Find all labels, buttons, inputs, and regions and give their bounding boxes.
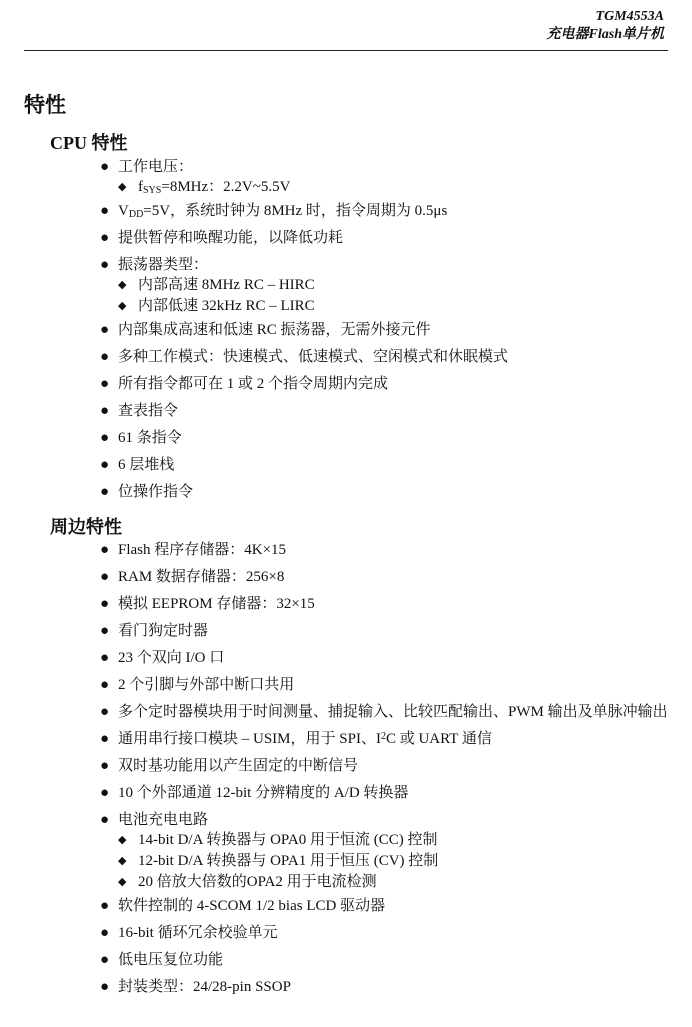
bullet-icon: ●: [100, 623, 110, 639]
list-item: ● 10 个外部通道 12-bit 分辨精度的 A/D 转换器: [100, 785, 409, 801]
sub-list-item: ◆ 14-bit D/A 转换器与 OPA0 用于恒流 (CC) 控制: [100, 830, 672, 851]
list-item: ● 双时基功能用以产生固定的中断信号: [100, 758, 359, 774]
bullet-icon: ●: [100, 484, 110, 500]
chip-description: 充电器Flash单片机: [546, 27, 664, 42]
peripheral-heading: 周边特性: [50, 517, 122, 537]
page-header: [547, 8, 664, 44]
bullet-icon: ●: [100, 322, 110, 338]
bullet-icon: ●: [100, 704, 110, 720]
chip-model: TGM4553A: [595, 9, 664, 24]
sub-list-item: ◆ $f_{SYS}=8MHz$：2.2V~5.5V: [118, 179, 291, 196]
bullet-icon: ●: [100, 650, 110, 666]
bullet-icon: ●: [100, 952, 110, 968]
bullet-icon: ●: [100, 159, 110, 175]
list-item: ● 提供暂停和唤醒功能，以降低功耗: [100, 230, 344, 246]
page-title: 特性: [24, 93, 66, 117]
list-item: ● 23 个双向 I/O 口: [100, 650, 225, 666]
list-item: ● 16-bit 循环冗余校验单元: [100, 925, 278, 941]
bullet-icon: ●: [100, 203, 110, 219]
bullet-icon: ●: [100, 457, 110, 473]
bullet-icon: ●: [100, 376, 110, 392]
bullet-icon: ●: [100, 596, 110, 612]
diamond-bullet-icon: ◆: [118, 300, 127, 312]
peripheral-feature-list: [100, 541, 672, 997]
list-item: ● 模拟 EEPROM 存储器：32×15: [100, 596, 315, 612]
bullet-icon: ●: [100, 677, 110, 693]
header-rule: [24, 50, 668, 51]
list-item: ● RAM 数据存储器：256×8: [100, 569, 285, 585]
bullet-icon: ●: [100, 349, 110, 365]
list-item: ● 61 条指令: [100, 430, 182, 446]
list-item: ● 振荡器类型：: [100, 257, 209, 273]
list-item: ● 内部集成高速和低速 RC 振荡器，无需外接元件: [100, 322, 431, 338]
sub-list-item: ◆ 内部高速 8MHz RC – HIRC: [100, 275, 672, 296]
list-item: ● 多种工作模式：快速模式、低速模式、空闲模式和休眠模式: [100, 349, 509, 365]
bullet-icon: ●: [100, 785, 110, 801]
diamond-bullet-icon: ◆: [118, 181, 127, 193]
list-item: ● Flash 程序存储器：4K×15: [100, 542, 287, 558]
bullet-icon: ●: [100, 542, 110, 558]
sub-list-item: ◆ 20 倍放大倍数的OPA2 用于电流检测: [100, 872, 672, 893]
diamond-bullet-icon: ◆: [118, 279, 127, 291]
list-item: ● 软件控制的 4-SCOM 1/2 bias LCD 驱动器: [100, 898, 386, 914]
bullet-icon: ●: [100, 758, 110, 774]
list-item: ● 6 层堆栈: [100, 457, 175, 473]
cpu-heading: CPU 特性: [50, 133, 128, 153]
list-item: ● 低电压复位功能: [100, 952, 224, 968]
list-item: ● 电池充电电路: [100, 812, 209, 828]
diamond-bullet-icon: ◆: [118, 834, 127, 846]
bullet-icon: ●: [100, 257, 110, 273]
bullet-icon: ●: [100, 898, 110, 914]
bullet-icon: ●: [100, 731, 110, 747]
sub-list-item: ◆ 内部低速 32kHz RC – LIRC: [100, 296, 672, 317]
cpu-feature-list: [100, 158, 672, 502]
list-item: ● 封装类型：24/28-pin SSOP: [100, 979, 291, 995]
list-item: ● 多个定时器模块用于时间测量、捕捉输入、比较匹配输出、PWM 输出及单脉冲输出: [100, 704, 668, 720]
bullet-icon: ●: [100, 979, 110, 995]
bullet-icon: ●: [100, 403, 110, 419]
list-item: ● 所有指令都可在 1 或 2 个指令周期内完成: [100, 376, 389, 392]
list-item: ● $V_{DD}=5V$，系统时钟为 8MHz 时，指令周期为 0.5μs: [100, 203, 448, 220]
bullet-icon: ●: [100, 925, 110, 941]
bullet-icon: ●: [100, 430, 110, 446]
diamond-bullet-icon: ◆: [118, 876, 127, 888]
list-item: ● 2 个引脚与外部中断口共用: [100, 677, 295, 693]
list-item: ● 通用串行接口模块 – USIM，用于 SPI、$I^2C$ 或 UART 通信: [100, 731, 492, 747]
bullet-icon: ●: [100, 812, 110, 828]
diamond-bullet-icon: ◆: [118, 855, 127, 867]
bullet-icon: ●: [100, 569, 110, 585]
bullet-icon: ●: [100, 230, 110, 246]
list-item: ● 位操作指令: [100, 484, 194, 500]
list-item: ● 看门狗定时器: [100, 623, 209, 639]
sub-list-item: ◆ 12-bit D/A 转换器与 OPA1 用于恒压 (CV) 控制: [100, 851, 672, 872]
list-item: ● 工作电压：: [100, 159, 194, 175]
list-item: ● 查表指令: [100, 403, 179, 419]
